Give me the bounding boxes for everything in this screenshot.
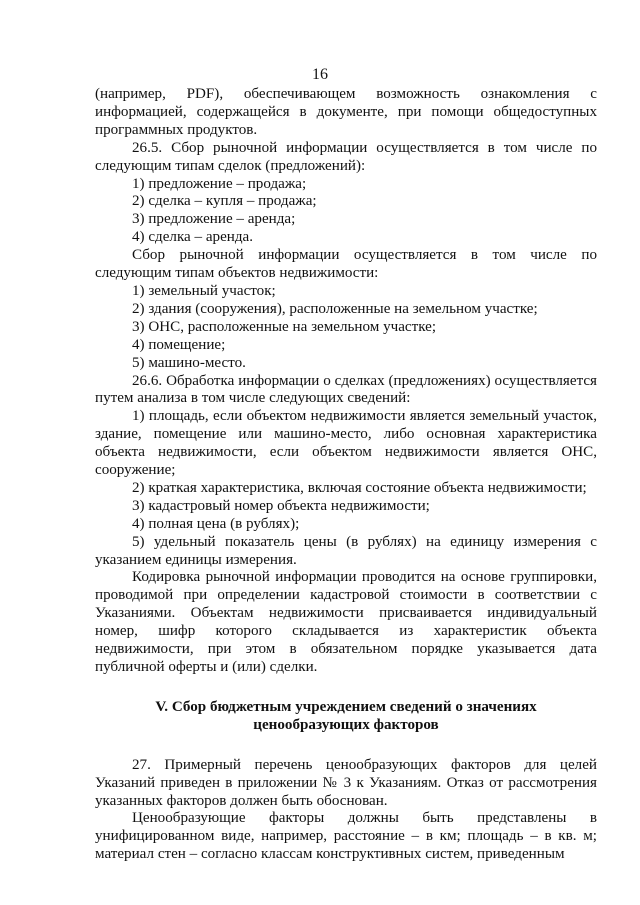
paragraph-object-types: Сбор рыночной информации осуществляется в том числе по следующим типам объектов недвижимости: bbox=[95, 247, 597, 282]
list-item: 1) площадь, если объектом недвижимости является земельный участок, здание, помещение или машино-место, либо основная характеристика объекта недвижимости, если объектом недвижимости является ОНС, сооружение; bbox=[95, 408, 597, 479]
list-item: 3) предложение – аренда; bbox=[132, 211, 296, 228]
list-item: 4) помещение; bbox=[132, 336, 226, 353]
list-item: 2) здания (сооружения), расположенные на земельном участке; bbox=[132, 300, 538, 317]
paragraph-factors: Ценообразующие факторы должны быть представлены в унифицированном виде, например, расстояние – в км; площадь – в кв. м; материал стен – согласно классам конструктивных систем, приведенным bbox=[95, 810, 597, 863]
list-item: 5) машино-место. bbox=[132, 354, 246, 371]
list-item: 1) земельный участок; bbox=[132, 282, 276, 299]
paragraph-26-6: 26.6. Обработка информации о сделках (предложениях) осуществляется путем анализа в том числе следующих сведений: bbox=[95, 372, 597, 407]
paragraph-continuation: (например, PDF), обеспечивающем возможность ознакомления с информацией, содержащейся в документе, при помощи общедоступных программных продуктов. bbox=[95, 86, 597, 138]
page-number: 16 bbox=[312, 66, 328, 83]
list-item: 1) предложение – продажа; bbox=[132, 175, 307, 192]
paragraph-26-5: 26.5. Сбор рыночной информации осуществляется в том числе по следующим типам сделок (предложений): bbox=[95, 139, 597, 174]
list-item: 2) сделка – купля – продажа; bbox=[132, 193, 317, 210]
list-item: 5) удельный показатель цены (в рублях) на единицу измерения с указанием единицы измерения. bbox=[95, 533, 597, 568]
list-item: 2) краткая характеристика, включая состояние объекта недвижимости; bbox=[132, 479, 587, 496]
list-item: 3) ОНС, расположенные на земельном участке; bbox=[132, 318, 437, 335]
list-item: 4) полная цена (в рублях); bbox=[132, 515, 300, 532]
section-heading-line1: V. Сбор бюджетным учреждением сведений о значениях bbox=[155, 698, 537, 715]
section-heading bbox=[95, 699, 597, 735]
list-item: 3) кадастровый номер объекта недвижимости; bbox=[132, 497, 430, 514]
paragraph-coding: Кодировка рыночной информации проводится на основе группировки, проводимой при определении кадастровой стоимости в соответствии с Указаниями. Объектам недвижимости присваивается индивидуальный номер, шифр которого складывается из характеристик объекта недвижимости, при этом в обязательном порядке указывается дата публичной оферты и (или) сделки. bbox=[95, 569, 597, 675]
paragraph-27: 27. Примерный перечень ценообразующих факторов для целей Указаний приведен в приложении № 3 к Указаниям. Отказ от рассмотрения указанных факторов должен быть обоснован. bbox=[95, 756, 597, 809]
list-item: 4) сделка – аренда. bbox=[132, 229, 254, 246]
section-heading-line2: ценообразующих факторов bbox=[253, 716, 439, 733]
document-body bbox=[95, 86, 597, 864]
